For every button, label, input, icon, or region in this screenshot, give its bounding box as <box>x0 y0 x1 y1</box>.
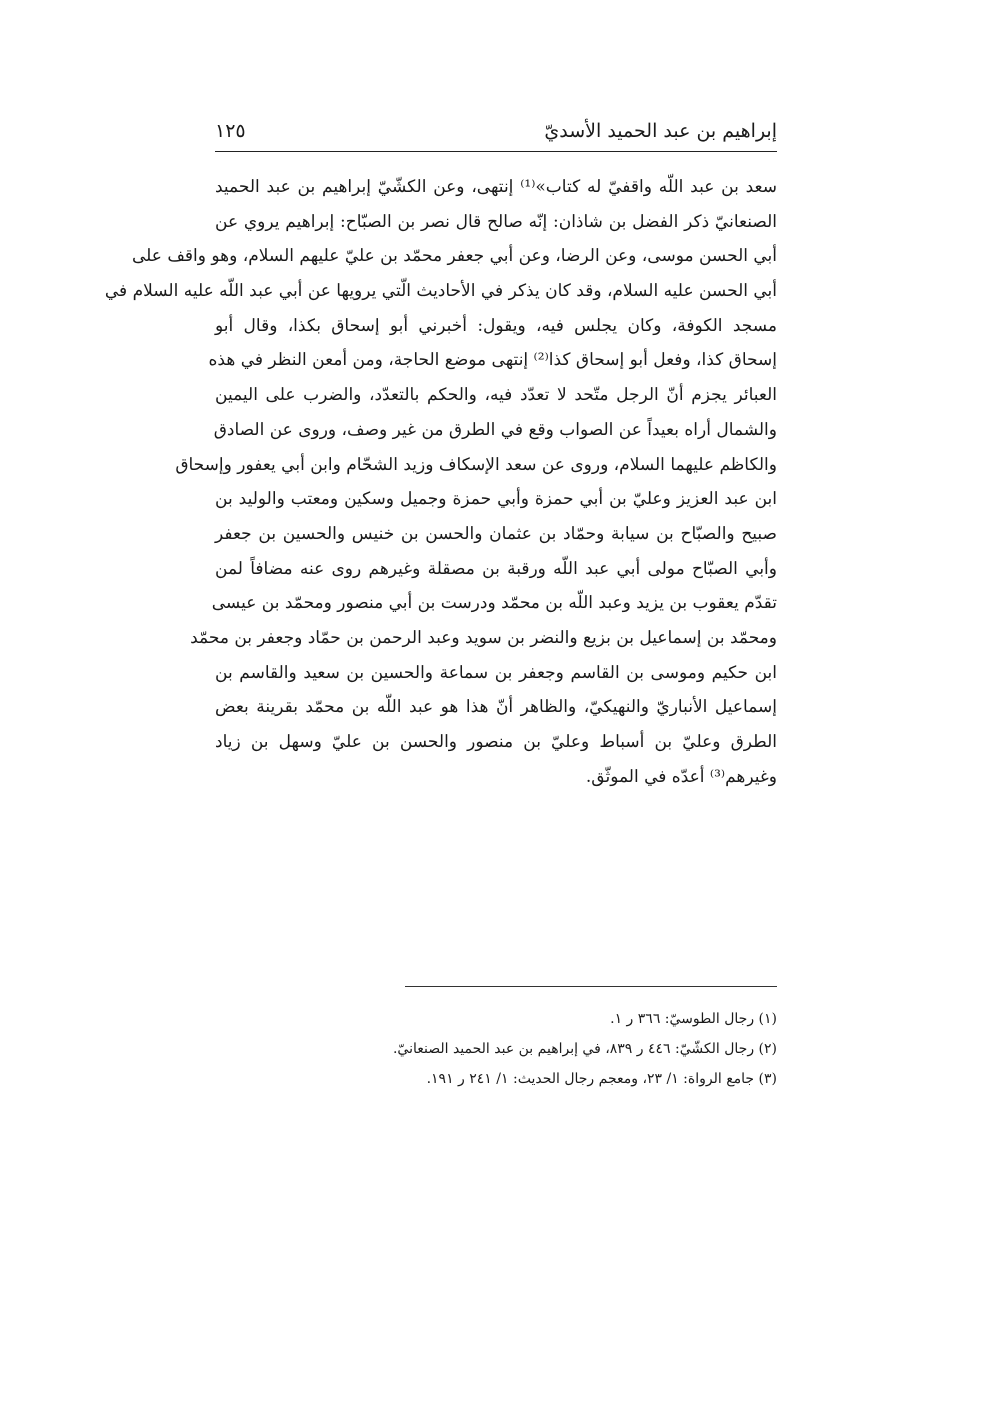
body-line: سعد بن عبد اللّه واقفيّ له كتاب»⁽¹⁾ إنتهى، وعن الكشّيّ إبراهيم بن عبد الحميد <box>215 177 777 197</box>
footnote: (١) رجال الطوسيّ: ٣٦٦ ر ١. <box>610 1011 777 1027</box>
running-title: إبراهيم بن عبد الحميد الأسديّ <box>544 120 777 142</box>
body-line: والكاظم عليهما السلام، وروى عن سعد الإسكاف وزيد الشحّام وابن أبي يعفور وإسحاق <box>175 454 777 475</box>
body-line: الصنعانيّ ذكر الفضل بن شاذان: إنّه صالح قال نصر بن الصبّاح: إبراهيم يروي عن <box>215 211 777 232</box>
header-divider <box>215 151 777 152</box>
body-line: مسجد الكوفة، وكان يجلس فيه، ويقول: أخبرني أبو إسحاق بكذا، وقال أبو <box>215 315 777 336</box>
body-line: وغيرهم⁽³⁾ أعدّه في الموثّق. <box>585 766 777 787</box>
body-line: إسماعيل الأنباريّ والنهيكيّ، والظاهر أنّ هذا هو عبد اللّه بن محمّد بقرينة بعض <box>215 697 777 718</box>
body-line: ابن حكيم وموسى بن القاسم وجعفر بن سماعة والحسين بن سعيد والقاسم بن <box>215 662 777 683</box>
body-line: العبائر يجزم أنّ الرجل متّحد لا تعدّد فيه، والحكم بالتعدّد، والضرب على اليمين <box>215 385 777 406</box>
running-header <box>215 120 777 154</box>
body-line: والشمال أراه بعيداً عن الصواب وقع في الطرق من غير وصف، وروى عن الصادق <box>213 419 777 440</box>
body-text <box>104 170 777 794</box>
body-line: الطرق وعليّ بن أسباط وعليّ بن منصور والحسن بن عليّ وسهل بن زياد <box>215 732 777 752</box>
page-number: ١٢٥ <box>215 120 246 142</box>
footnote: (٣) جامع الرواة: ١/ ٢٣، ومعجم رجال الحديث: ١/ ٢٤١ ر ١٩١. <box>426 1071 777 1087</box>
body-line: أبي الحسن موسى، وعن الرضا، وعن أبي جعفر محمّد بن عليّ عليهم السلام، وهو واقف على <box>131 246 777 267</box>
body-line: تقدّم يعقوب بن يزيد وعبد اللّه بن محمّد ودرست بن أبي منصور ومحمّد بن عيسى <box>211 593 777 614</box>
footnote-divider <box>405 986 777 987</box>
body-line: ومحمّد بن إسماعيل بن بزيع والنضر بن سويد وعبد الرحمن بن حمّاد وجعفر بن محمّد <box>190 627 777 648</box>
body-line: وأبي الصبّاح مولى أبي عبد اللّه ورقبة بن مصقلة وغيرهم روى عنه مضافاً لمن <box>215 558 777 579</box>
footnote: (٢) رجال الكشّيّ: ٤٤٦ ر ٨٣٩، في إبراهيم بن عبد الحميد الصنعانيّ. <box>392 1041 777 1057</box>
body-line: أبي الحسن عليه السلام، وقد كان يذكر في الأحاديث الّتي يرويها عن أبي عبد اللّه عليه السلام في <box>104 281 777 302</box>
body-line: إسحاق كذا، وفعل أبو إسحاق كذا⁽²⁾ إنتهى موضع الحاجة، ومن أمعن النظر في هذه <box>208 350 777 371</box>
body-line: ابن عبد العزيز وعليّ بن أبي حمزة وأبي حمزة وجميل وسكين ومعتب والوليد بن <box>215 489 777 510</box>
footnotes <box>215 1004 777 1094</box>
body-line: صبيح والصبّاح بن سيابة وحمّاد بن عثمان والحسن بن خنيس والحسين بن جعفر <box>215 523 777 544</box>
